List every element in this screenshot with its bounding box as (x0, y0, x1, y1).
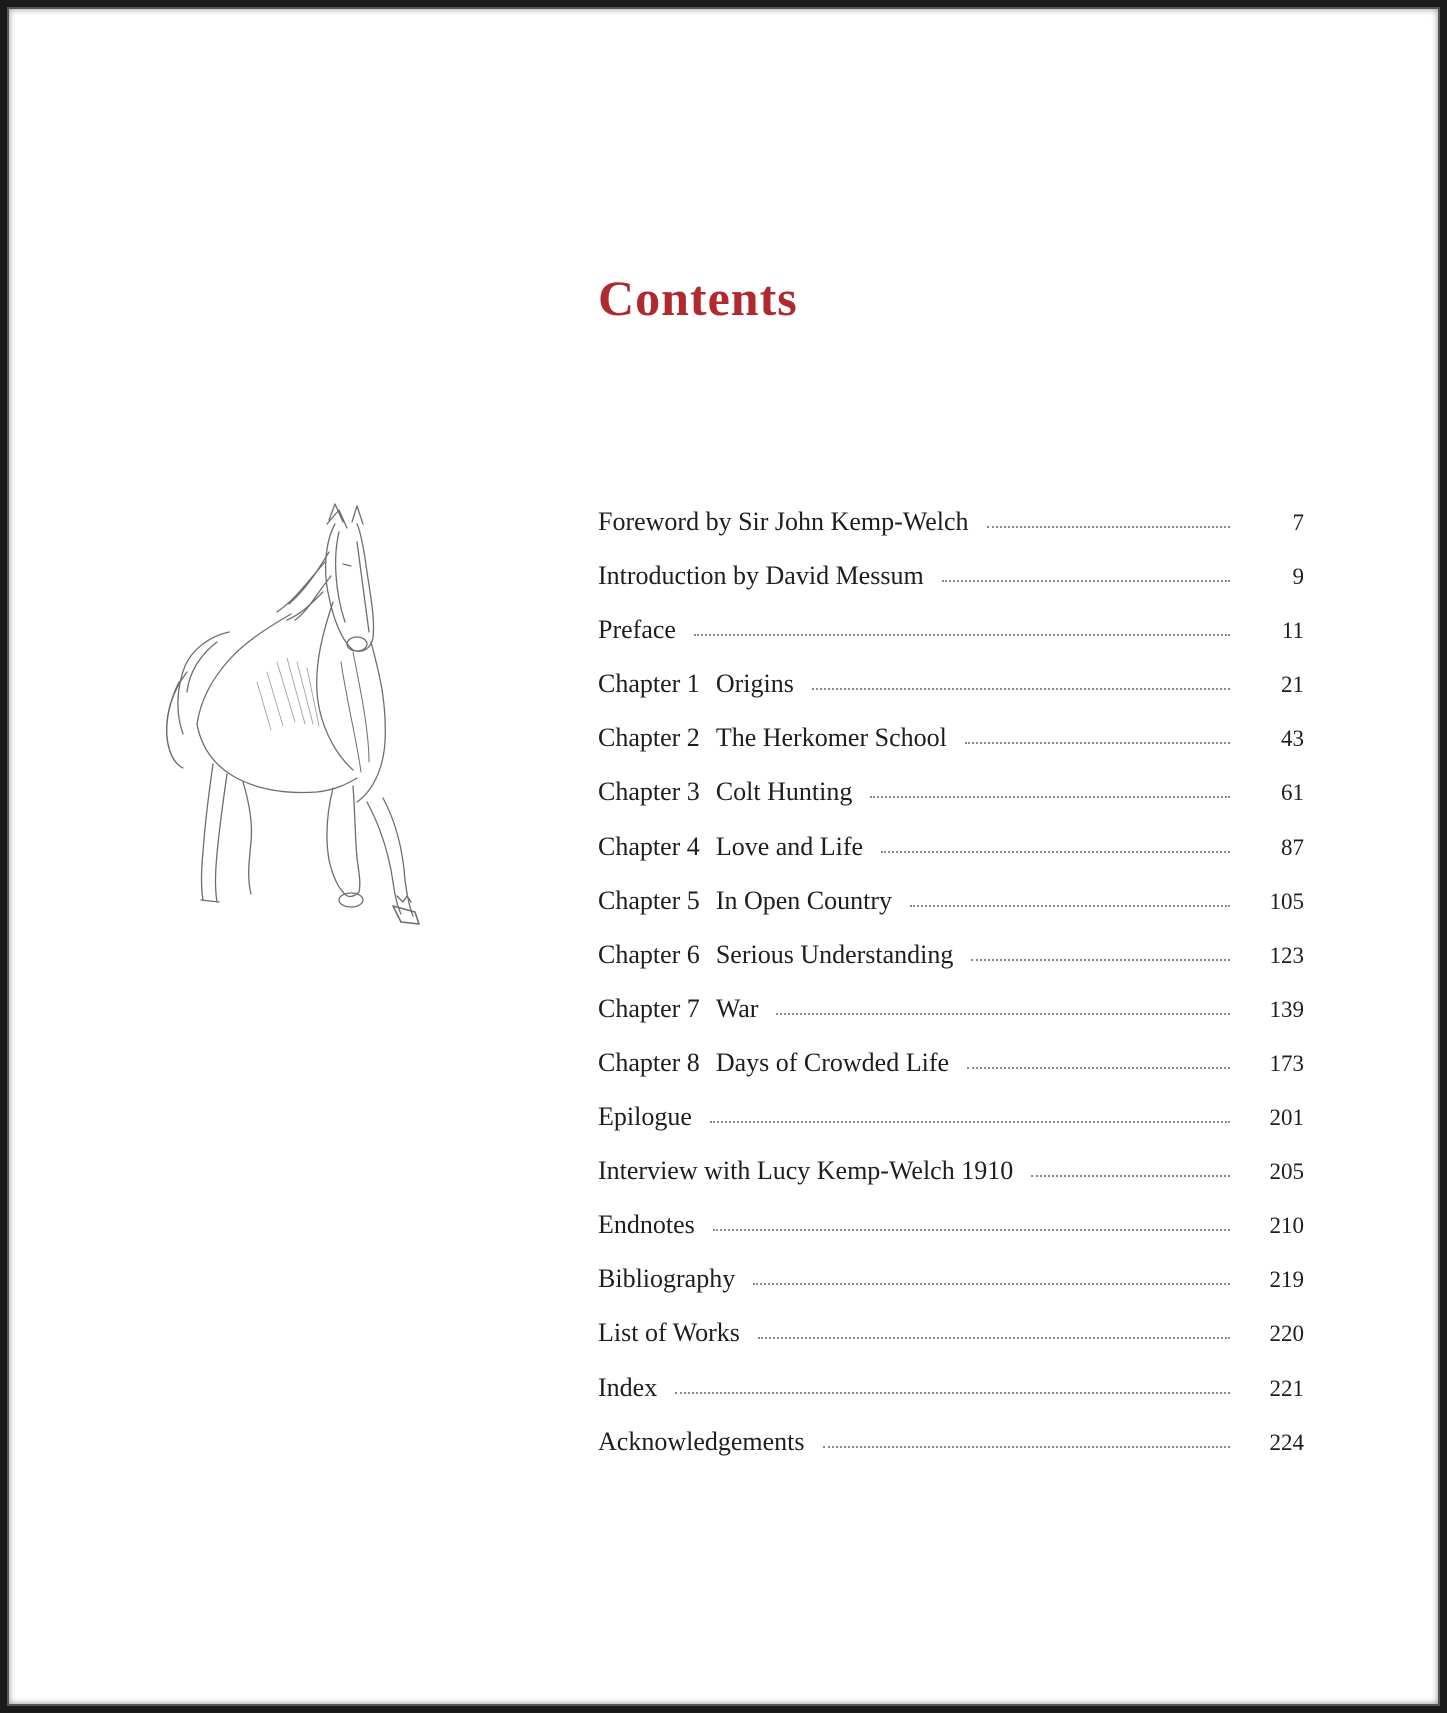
chapter-title: Serious Understanding (715, 939, 954, 969)
toc-dot-leader (942, 580, 1230, 582)
toc-dot-leader (870, 796, 1230, 798)
toc-entry-label: Index (598, 1372, 658, 1402)
toc-page-number: 61 (1281, 780, 1304, 806)
toc-entry-chapter-6[interactable] (598, 940, 1304, 994)
toc-dot-leader (710, 1121, 1230, 1123)
chapter-title: Love and Life (715, 831, 864, 861)
toc-dot-leader (967, 1067, 1230, 1069)
toc-page-number: 201 (1269, 1105, 1304, 1131)
toc-page-number: 224 (1269, 1429, 1304, 1455)
toc-page-number: 173 (1269, 1050, 1304, 1076)
toc-page-number: 123 (1269, 942, 1304, 968)
chapter-number: Chapter 7 (598, 993, 700, 1023)
toc-dot-leader (965, 742, 1230, 744)
toc-entry-label: Introduction by David Messum (598, 561, 924, 591)
toc-page-number: 9 (1292, 564, 1304, 590)
toc-entry-label: Acknowledgements (598, 1426, 805, 1456)
toc-entry-label (598, 777, 852, 807)
toc-entry-list-of-works[interactable] (598, 1318, 1304, 1372)
toc-entry-label (598, 1048, 949, 1078)
toc-page-number: 43 (1281, 726, 1304, 752)
toc-page-number: 7 (1292, 510, 1304, 535)
table-of-contents (598, 507, 1304, 1481)
toc-entry-introduction[interactable] (598, 561, 1304, 615)
toc-dot-leader (776, 1013, 1230, 1015)
chapter-number: Chapter 3 (598, 777, 700, 807)
toc-dot-leader (971, 959, 1230, 961)
toc-dot-leader (1031, 1175, 1230, 1177)
chapter-title: Origins (715, 669, 794, 699)
horse-sketch-icon (157, 502, 477, 1002)
toc-entry-label: Endnotes (598, 1210, 695, 1240)
toc-entry-index[interactable] (598, 1373, 1304, 1427)
toc-dot-leader (812, 688, 1230, 690)
toc-entry-chapter-4[interactable] (598, 832, 1304, 886)
toc-entry-label (598, 832, 863, 862)
toc-page-number: 105 (1269, 888, 1304, 914)
chapter-title: In Open Country (715, 885, 893, 915)
chapter-number: Chapter 5 (598, 885, 700, 915)
toc-page-number: 220 (1269, 1321, 1304, 1347)
toc-page-number: 21 (1281, 672, 1304, 698)
toc-page-number: 87 (1281, 834, 1304, 860)
toc-dot-leader (713, 1229, 1230, 1231)
chapter-title: The Herkomer School (715, 723, 947, 753)
toc-entry-interview[interactable] (598, 1156, 1304, 1210)
toc-entry-label: Preface (598, 615, 676, 645)
toc-entry-label: Foreword by Sir John Kemp-Welch (598, 507, 969, 536)
toc-entry-preface[interactable] (598, 615, 1304, 669)
chapter-number: Chapter 6 (598, 939, 700, 969)
toc-entry-chapter-1[interactable] (598, 669, 1304, 723)
toc-entry-chapter-5[interactable] (598, 886, 1304, 940)
toc-entry-label: Interview with Lucy Kemp-Welch 1910 (598, 1156, 1014, 1186)
toc-entry-foreword[interactable] (598, 507, 1304, 561)
toc-entry-label (598, 940, 953, 970)
chapter-title: Days of Crowded Life (715, 1047, 950, 1077)
toc-entry-label: List of Works (598, 1318, 740, 1348)
toc-dot-leader (987, 526, 1230, 528)
toc-entry-endnotes[interactable] (598, 1210, 1304, 1264)
chapter-title: Colt Hunting (715, 777, 853, 807)
toc-entry-acknowledgements[interactable] (598, 1427, 1304, 1481)
chapter-number: Chapter 2 (598, 723, 700, 753)
toc-page-number: 221 (1269, 1375, 1304, 1401)
toc-entry-chapter-7[interactable] (598, 994, 1304, 1048)
toc-dot-leader (758, 1337, 1230, 1339)
toc-page-number: 219 (1269, 1267, 1304, 1293)
toc-entry-label: Bibliography (598, 1264, 736, 1294)
toc-page-number: 205 (1269, 1159, 1304, 1185)
toc-entry-chapter-3[interactable] (598, 777, 1304, 831)
page-title: Contents (598, 270, 798, 326)
toc-dot-leader (753, 1283, 1230, 1285)
toc-entry-label (598, 723, 947, 753)
toc-dot-leader (823, 1446, 1230, 1448)
toc-dot-leader (881, 851, 1230, 853)
chapter-number: Chapter 1 (598, 669, 700, 699)
toc-entry-chapter-2[interactable] (598, 723, 1304, 777)
toc-page-number: 11 (1281, 618, 1304, 644)
chapter-title: War (715, 993, 759, 1023)
toc-entry-bibliography[interactable] (598, 1264, 1304, 1318)
toc-entry-label (598, 994, 758, 1024)
toc-entry-epilogue[interactable] (598, 1102, 1304, 1156)
toc-page-number: 210 (1269, 1213, 1304, 1239)
chapter-number: Chapter 8 (598, 1047, 700, 1077)
toc-dot-leader (910, 905, 1230, 907)
toc-entry-label (598, 886, 892, 916)
toc-dot-leader (694, 634, 1230, 636)
toc-page-number: 139 (1269, 996, 1304, 1022)
toc-dot-leader (675, 1392, 1230, 1394)
chapter-number: Chapter 4 (598, 831, 700, 861)
toc-entry-chapter-8[interactable] (598, 1048, 1304, 1102)
toc-entry-label: Epilogue (598, 1102, 692, 1132)
toc-entry-label (598, 669, 794, 699)
